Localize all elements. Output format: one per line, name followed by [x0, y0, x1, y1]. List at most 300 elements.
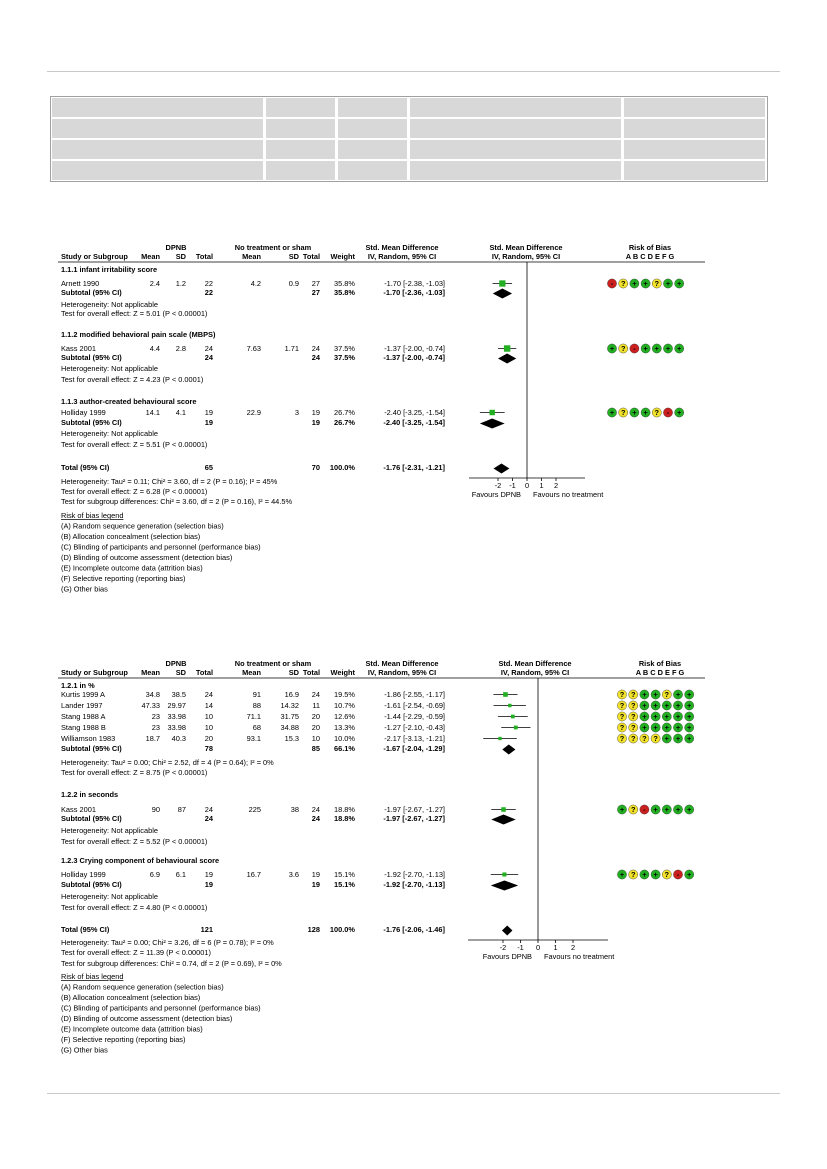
- subtotal-weight: 35.8%: [334, 288, 355, 297]
- study-ci: -1.92 [-2.70, -1.13]: [384, 870, 445, 879]
- subtotal-weight: 15.1%: [334, 880, 355, 889]
- study-weight: 13.3%: [334, 723, 355, 732]
- rob-legend-item: (B) Allocation concealment (selection bias): [61, 532, 201, 541]
- subgroup-title: 1.1.2 modified behavioral pain scale (MBPS): [61, 330, 216, 339]
- rob-symbol: +: [665, 278, 671, 288]
- total-ci: -1.76 [-2.31, -1.21]: [383, 463, 445, 472]
- rob-symbol: +: [653, 711, 658, 721]
- study-total1: 19: [204, 870, 213, 879]
- subtotal-ci: -1.67 [-2.04, -1.29]: [383, 744, 445, 753]
- total2-col-header: Total: [302, 252, 320, 261]
- rob-symbol: +: [609, 407, 615, 417]
- total-footer-line: Test for overall effect: Z = 11.39 (P < 0.00001): [61, 948, 211, 957]
- rob-symbol: +: [653, 804, 658, 814]
- rob-symbol: +: [675, 689, 681, 699]
- subtotal-ci: -2.40 [-3.25, -1.54]: [383, 418, 445, 427]
- subtotal-label: Subtotal (95% CI): [61, 880, 122, 889]
- rob-header: Risk of Bias: [638, 659, 682, 668]
- subtotal-total1: 19: [204, 418, 213, 427]
- rob-symbol: +: [677, 407, 682, 417]
- rob-letters-header: A B C D E F G: [635, 668, 685, 677]
- rob-symbol: ?: [630, 804, 636, 814]
- study-mean2: 225: [248, 805, 261, 814]
- rob-symbol: +: [687, 700, 692, 710]
- study-total1: 20: [204, 734, 213, 743]
- subgroup-overall-effect: Test for overall effect: Z = 5.52 (P < 0.00001): [61, 837, 208, 846]
- study-point: [489, 410, 494, 415]
- total-total1: 65: [204, 463, 213, 472]
- study-sd2: 34.88: [280, 723, 299, 732]
- study-sd1: 1.2: [175, 279, 186, 288]
- study-sd2: 14.32: [280, 701, 299, 710]
- rob-symbol: ?: [630, 689, 636, 699]
- total-label: Total (95% CI): [61, 925, 110, 934]
- rob-symbol: +: [619, 869, 625, 879]
- subtotal-diamond: [491, 815, 516, 825]
- study-weight: 10.0%: [334, 734, 355, 743]
- rob-symbol: -: [666, 407, 670, 417]
- study-point: [498, 737, 501, 740]
- rob-symbol: -: [643, 804, 646, 814]
- study-point: [514, 726, 518, 730]
- group1-header: DPNB: [165, 659, 187, 668]
- study-name: Stang 1988 A: [61, 712, 106, 721]
- rob-symbol: +: [675, 722, 681, 732]
- rob-symbol: +: [642, 869, 647, 879]
- rob-legend-item: (B) Allocation concealment (selection bias): [61, 993, 201, 1002]
- total-total2: 70: [311, 463, 320, 472]
- total-footer-line: Test for subgroup differences: Chi² = 3.60, df = 2 (P = 0.16), I² = 44.5%: [61, 497, 293, 506]
- study-total1: 14: [204, 701, 213, 710]
- study-ci: -2.17 [-3.13, -1.21]: [384, 734, 445, 743]
- subgroup-heterogeneity: Heterogeneity: Not applicable: [61, 429, 158, 438]
- subtotal-label: Subtotal (95% CI): [61, 814, 122, 823]
- subgroup-overall-effect: Test for overall effect: Z = 4.80 (P < 0.00001): [61, 903, 208, 912]
- study-total2: 19: [311, 870, 320, 879]
- rob-symbol: +: [675, 711, 681, 721]
- study-sd1: 87: [177, 805, 186, 814]
- rob-symbol: +: [687, 711, 692, 721]
- study-total2: 19: [311, 408, 320, 417]
- subtotal-ci: -1.37 [-2.00, -0.74]: [383, 353, 445, 362]
- study-total1: 10: [204, 712, 213, 721]
- rob-symbol: ?: [620, 343, 626, 353]
- rob-symbol: +: [654, 343, 659, 353]
- study-sd2: 15.3: [284, 734, 299, 743]
- group2-header: No treatment or sham: [234, 659, 312, 668]
- subtotal-diamond: [502, 745, 515, 755]
- subtotal-diamond: [493, 289, 512, 299]
- study-total1: 22: [204, 279, 213, 288]
- rob-symbol: +: [675, 804, 681, 814]
- subtotal-weight: 66.1%: [334, 744, 355, 753]
- study-point: [511, 715, 515, 719]
- x-axis-tick-label: 0: [524, 481, 530, 490]
- x-axis-tick-label: -1: [509, 481, 516, 490]
- subgroup-overall-effect: Test for overall effect: Z = 5.51 (P < 0.00001): [61, 440, 208, 449]
- x-axis-tick-label: -1: [517, 943, 524, 952]
- total2-col-header: Total: [302, 668, 320, 677]
- rob-legend-item: (D) Blinding of outcome assessment (detection bias): [61, 1014, 233, 1023]
- rob-legend-item: (G) Other bias: [61, 584, 108, 594]
- subgroup-title: 1.1.3 author-created behavioural score: [61, 397, 197, 406]
- rob-symbol: +: [632, 278, 637, 288]
- study-point: [504, 345, 510, 351]
- study-mean1: 18.7: [145, 734, 160, 743]
- rob-symbol: -: [676, 869, 680, 879]
- weight-col-header: Weight: [330, 668, 355, 677]
- study-sd1: 38.5: [171, 690, 186, 699]
- study-total2: 11: [312, 701, 320, 710]
- study-ci: -1.44 [-2.29, -0.59]: [384, 712, 445, 721]
- rob-symbol: +: [643, 278, 648, 288]
- smd-plot-sub-header: IV, Random, 95% CI: [500, 668, 570, 677]
- study-sd1: 29.97: [167, 701, 186, 710]
- rob-symbol: +: [664, 711, 669, 721]
- rob-symbol: +: [677, 343, 682, 353]
- subtotal-diamond: [491, 881, 518, 891]
- rob-symbol: +: [643, 407, 648, 417]
- subgroup-title: 1.2.2 in seconds: [61, 790, 119, 799]
- study-weight: 26.7%: [334, 408, 355, 417]
- subtotal-diamond: [498, 354, 516, 364]
- subtotal-label: Subtotal (95% CI): [61, 744, 122, 753]
- study-mean2: 68: [252, 723, 261, 732]
- study-sd1: 4.1: [175, 408, 186, 417]
- rob-symbol: +: [665, 343, 671, 353]
- study-mean2: 7.63: [246, 344, 261, 353]
- rob-symbol: ?: [654, 407, 660, 417]
- rob-symbol: ?: [664, 689, 670, 699]
- rob-legend-item: (E) Incomplete outcome data (attrition bias): [61, 1024, 203, 1034]
- x-axis-tick-label: -2: [499, 943, 507, 952]
- subtotal-total2: 85: [311, 744, 320, 753]
- subtotal-total1: 19: [204, 880, 213, 889]
- subgroup-heterogeneity: Heterogeneity: Not applicable: [61, 892, 158, 901]
- study-ci: -1.97 [-2.67, -1.27]: [384, 805, 445, 814]
- mean2-col-header: Mean: [242, 668, 261, 677]
- total-footer-line: Test for overall effect: Z = 6.28 (P < 0.00001): [61, 487, 208, 496]
- total-weight: 100.0%: [329, 925, 355, 934]
- rob-legend-item: (C) Blinding of participants and personnel (performance bias): [61, 542, 261, 552]
- rob-symbol: +: [653, 689, 658, 699]
- study-sd2: 38: [290, 805, 299, 814]
- total-weight: 100.0%: [329, 463, 355, 472]
- rob-symbol: +: [653, 700, 658, 710]
- rob-symbol: +: [677, 278, 682, 288]
- rob-legend-item: (F) Selective reporting (reporting bias): [61, 1035, 186, 1044]
- rob-symbol: ?: [619, 733, 625, 743]
- rob-symbol: ?: [619, 722, 625, 732]
- total-total2: 128: [307, 925, 320, 934]
- study-name: Holliday 1999: [61, 870, 106, 879]
- study-total1: 24: [204, 344, 213, 353]
- subtotal-total2: 19: [311, 418, 320, 427]
- subgroup-overall-effect: Test for overall effect: Z = 8.75 (P < 0.00001): [61, 768, 208, 777]
- rob-symbol: -: [610, 278, 614, 288]
- rob-legend-title: Risk of bias legend: [61, 972, 124, 981]
- rob-legend-item: (G) Other bias: [61, 1045, 108, 1055]
- study-name: Williamson 1983: [61, 734, 116, 743]
- study-name: Kurtis 1999 A: [61, 690, 105, 699]
- study-total1: 24: [204, 690, 213, 699]
- rob-symbol: +: [609, 343, 615, 353]
- study-weight: 19.5%: [334, 690, 355, 699]
- subtotal-total1: 78: [204, 744, 213, 753]
- sd1-col-header: SD: [175, 252, 186, 261]
- study-sd1: 33.98: [167, 723, 186, 732]
- subgroup-heterogeneity: Heterogeneity: Not applicable: [61, 826, 158, 835]
- study-sd2: 3.6: [288, 870, 299, 879]
- subtotal-total2: 19: [311, 880, 320, 889]
- rob-symbol: ?: [654, 278, 660, 288]
- study-mean2: 71.1: [246, 712, 261, 721]
- rob-symbol: +: [664, 733, 669, 743]
- study-mean1: 23: [151, 723, 160, 732]
- study-ci: -1.27 [-2.10, -0.43]: [384, 723, 445, 732]
- rob-legend-item: (E) Incomplete outcome data (attrition bias): [61, 563, 203, 573]
- rob-symbol: +: [642, 711, 647, 721]
- study-name: Kass 2001: [61, 344, 96, 353]
- subtotal-total2: 24: [311, 353, 320, 362]
- rob-symbol: +: [632, 407, 637, 417]
- total1-col-header: Total: [195, 252, 213, 261]
- study-mean2: 22.9: [246, 408, 261, 417]
- rob-symbol: +: [687, 869, 692, 879]
- study-total2: 10: [311, 734, 320, 743]
- subgroup-title: 1.2.3 Crying component of behavioural score: [61, 856, 220, 865]
- study-name: Lander 1997: [61, 701, 103, 710]
- rob-legend-item: (C) Blinding of participants and personnel (performance bias): [61, 1003, 261, 1013]
- study-sd1: 40.3: [171, 734, 186, 743]
- study-mean1: 34.8: [145, 690, 160, 699]
- study-mean1: 4.4: [149, 344, 160, 353]
- x-axis-tick-label: -2: [494, 481, 502, 490]
- subtotal-total2: 24: [311, 814, 320, 823]
- study-point: [501, 807, 506, 812]
- study-mean2: 93.1: [246, 734, 261, 743]
- study-ci: -2.40 [-3.25, -1.54]: [384, 408, 445, 417]
- subtotal-weight: 26.7%: [334, 418, 355, 427]
- study-mean2: 91: [252, 690, 261, 699]
- study-sd1: 6.1: [175, 870, 186, 879]
- rob-symbol: +: [687, 722, 692, 732]
- sd1-col-header: SD: [175, 668, 186, 677]
- rob-symbol: ?: [620, 278, 626, 288]
- smd-sub-header: IV, Random, 95% CI: [367, 252, 437, 261]
- rob-symbol: ?: [630, 733, 636, 743]
- group2-header: No treatment or sham: [234, 243, 312, 252]
- subtotal-total1: 24: [204, 353, 213, 362]
- subtotal-label: Subtotal (95% CI): [61, 418, 122, 427]
- favours-left-label: Favours DPNB: [482, 952, 532, 961]
- subgroup-title: 1.2.1 in %: [61, 681, 95, 690]
- smd-plot-sub-header: IV, Random, 95% CI: [491, 252, 561, 261]
- subtotal-ci: -1.97 [-2.67, -1.27]: [383, 814, 445, 823]
- rob-symbol: +: [642, 689, 647, 699]
- study-sd2: 16.9: [284, 690, 299, 699]
- study-total2: 20: [311, 712, 320, 721]
- study-sd1: 2.8: [175, 344, 186, 353]
- smd-header: Std. Mean Difference: [365, 243, 439, 252]
- favours-left-label: Favours DPNB: [471, 490, 521, 499]
- study-name: Holliday 1999: [61, 408, 106, 417]
- study-total2: 24: [311, 690, 320, 699]
- study-sd2: 31.75: [280, 712, 299, 721]
- study-mean1: 6.9: [149, 870, 160, 879]
- mean1-col-header: Mean: [141, 668, 160, 677]
- study-total2: 24: [311, 344, 320, 353]
- study-total1: 10: [204, 723, 213, 732]
- rob-symbol: +: [687, 733, 692, 743]
- study-point: [508, 704, 511, 707]
- rob-symbol: ?: [653, 733, 658, 743]
- total-footer-line: Heterogeneity: Tau² = 0.11; Chi² = 3.60, df = 2 (P = 0.16); I² = 45%: [61, 477, 278, 486]
- study-weight: 15.1%: [334, 870, 355, 879]
- rob-legend-item: (F) Selective reporting (reporting bias): [61, 574, 186, 583]
- smd-plot-header: Std. Mean Difference: [489, 243, 563, 252]
- subtotal-label: Subtotal (95% CI): [61, 353, 122, 362]
- subgroup-overall-effect: Test for overall effect: Z = 5.01 (P < 0.00001): [61, 309, 208, 318]
- study-weight: 18.8%: [334, 805, 355, 814]
- subtotal-label: Subtotal (95% CI): [61, 288, 122, 297]
- mean2-col-header: Mean: [242, 252, 261, 261]
- study-sd1: 33.98: [167, 712, 186, 721]
- study-sd2: 0.9: [288, 279, 299, 288]
- rob-symbol: +: [675, 700, 681, 710]
- rob-symbol: ?: [630, 722, 636, 732]
- rob-symbol: -: [633, 343, 636, 353]
- total-label: Total (95% CI): [61, 463, 110, 472]
- study-mean1: 14.1: [145, 408, 160, 417]
- rob-legend-item: (A) Random sequence generation (selection bias): [61, 521, 224, 531]
- rob-symbol: +: [664, 804, 669, 814]
- study-weight: 10.7%: [334, 701, 355, 710]
- study-mean2: 4.2: [250, 279, 261, 288]
- x-axis-tick-label: 2: [570, 943, 576, 952]
- rob-symbol: ?: [630, 711, 636, 721]
- study-name: Arnett 1990: [61, 279, 100, 288]
- total-footer-line: Test for subgroup differences: Chi² = 0.74, df = 2 (P = 0.69), I² = 0%: [61, 959, 282, 968]
- total-diamond: [494, 464, 510, 474]
- smd-plot-header: Std. Mean Difference: [498, 659, 572, 668]
- subgroup-heterogeneity: Heterogeneity: Tau² = 0.00; Chi² = 2.52, df = 4 (P = 0.64); I² = 0%: [61, 758, 274, 767]
- rob-symbol: ?: [619, 711, 625, 721]
- rob-symbol: +: [642, 722, 647, 732]
- x-axis-tick-label: 1: [539, 481, 544, 490]
- study-ci: -1.61 [-2.54, -0.69]: [384, 701, 445, 710]
- rob-legend-item: (D) Blinding of outcome assessment (detection bias): [61, 553, 233, 562]
- rob-symbol: ?: [619, 700, 625, 710]
- subgroup-heterogeneity: Heterogeneity: Not applicable: [61, 364, 158, 373]
- rob-symbol: +: [687, 689, 692, 699]
- rob-symbol: +: [619, 804, 625, 814]
- study-point: [499, 280, 505, 286]
- smd-header: Std. Mean Difference: [365, 659, 439, 668]
- study-weight: 12.6%: [334, 712, 355, 721]
- favours-right-label: Favours no treatment: [544, 952, 615, 961]
- study-ci: -1.37 [-2.00, -0.74]: [384, 344, 445, 353]
- group1-header: DPNB: [165, 243, 187, 252]
- study-mean1: 47.33: [141, 701, 160, 710]
- weight-col-header: Weight: [330, 252, 355, 261]
- study-mean2: 16.7: [246, 870, 261, 879]
- smd-sub-header: IV, Random, 95% CI: [367, 668, 437, 677]
- subgroup-heterogeneity: Heterogeneity: Not applicable: [61, 300, 158, 309]
- study-point: [502, 872, 506, 876]
- study-ci: -1.70 [-2.38, -1.03]: [384, 279, 445, 288]
- subtotal-total2: 27: [311, 288, 320, 297]
- rob-symbol: +: [653, 869, 658, 879]
- study-sd2: 3: [294, 408, 299, 417]
- total-ci: -1.76 [-2.06, -1.46]: [383, 925, 445, 934]
- rob-legend-title: Risk of bias legend: [61, 511, 124, 520]
- sd2-col-header: SD: [288, 668, 299, 677]
- study-mean1: 90: [151, 805, 160, 814]
- study-weight: 35.8%: [334, 279, 355, 288]
- rob-header: Risk of Bias: [628, 243, 672, 252]
- x-axis-tick-label: 2: [553, 481, 559, 490]
- x-axis-tick-label: 0: [535, 943, 541, 952]
- study-total1: 24: [204, 805, 213, 814]
- total-footer-line: Heterogeneity: Tau² = 0.00; Chi² = 3.26, df = 6 (P = 0.78); I² = 0%: [61, 938, 274, 947]
- rob-symbol: +: [675, 733, 681, 743]
- total-diamond: [502, 926, 513, 936]
- rob-symbol: ?: [619, 689, 625, 699]
- study-col-header: Study or Subgroup: [61, 668, 128, 677]
- rob-symbol: ?: [620, 407, 626, 417]
- rob-symbol: +: [664, 700, 669, 710]
- subgroup-title: 1.1.1 infant irritability score: [61, 265, 158, 274]
- subgroup-overall-effect: Test for overall effect: Z = 4.23 (P < 0.0001): [61, 375, 204, 384]
- study-mean2: 88: [252, 701, 261, 710]
- study-sd2: 1.71: [284, 344, 299, 353]
- study-total2: 24: [311, 805, 320, 814]
- rob-symbol: +: [642, 700, 647, 710]
- study-total1: 19: [204, 408, 213, 417]
- study-point: [503, 692, 508, 697]
- rob-symbol: +: [687, 804, 692, 814]
- rob-symbol: +: [664, 722, 669, 732]
- study-total2: 20: [311, 723, 320, 732]
- rob-symbol: ?: [630, 869, 636, 879]
- rob-symbol: ?: [642, 733, 647, 743]
- study-total2: 27: [311, 279, 320, 288]
- rob-symbol: ?: [630, 700, 636, 710]
- rob-legend-item: (A) Random sequence generation (selection bias): [61, 982, 224, 992]
- sd2-col-header: SD: [288, 252, 299, 261]
- mean1-col-header: Mean: [141, 252, 160, 261]
- x-axis-tick-label: 1: [553, 943, 558, 952]
- study-name: Kass 2001: [61, 805, 96, 814]
- total-total1: 121: [200, 925, 213, 934]
- study-name: Stang 1988 B: [61, 723, 106, 732]
- study-ci: -1.86 [-2.55, -1.17]: [384, 690, 445, 699]
- study-mean1: 23: [151, 712, 160, 721]
- subtotal-ci: -1.92 [-2.70, -1.13]: [383, 880, 445, 889]
- subtotal-total1: 24: [204, 814, 213, 823]
- study-mean1: 2.4: [149, 279, 160, 288]
- subtotal-weight: 18.8%: [334, 814, 355, 823]
- subtotal-total1: 22: [204, 288, 213, 297]
- subtotal-ci: -1.70 [-2.36, -1.03]: [383, 288, 445, 297]
- subtotal-weight: 37.5%: [334, 353, 355, 362]
- subtotal-diamond: [480, 419, 505, 429]
- rob-symbol: +: [643, 343, 648, 353]
- rob-letters-header: A B C D E F G: [625, 252, 675, 261]
- study-col-header: Study or Subgroup: [61, 252, 128, 261]
- study-weight: 37.5%: [334, 344, 355, 353]
